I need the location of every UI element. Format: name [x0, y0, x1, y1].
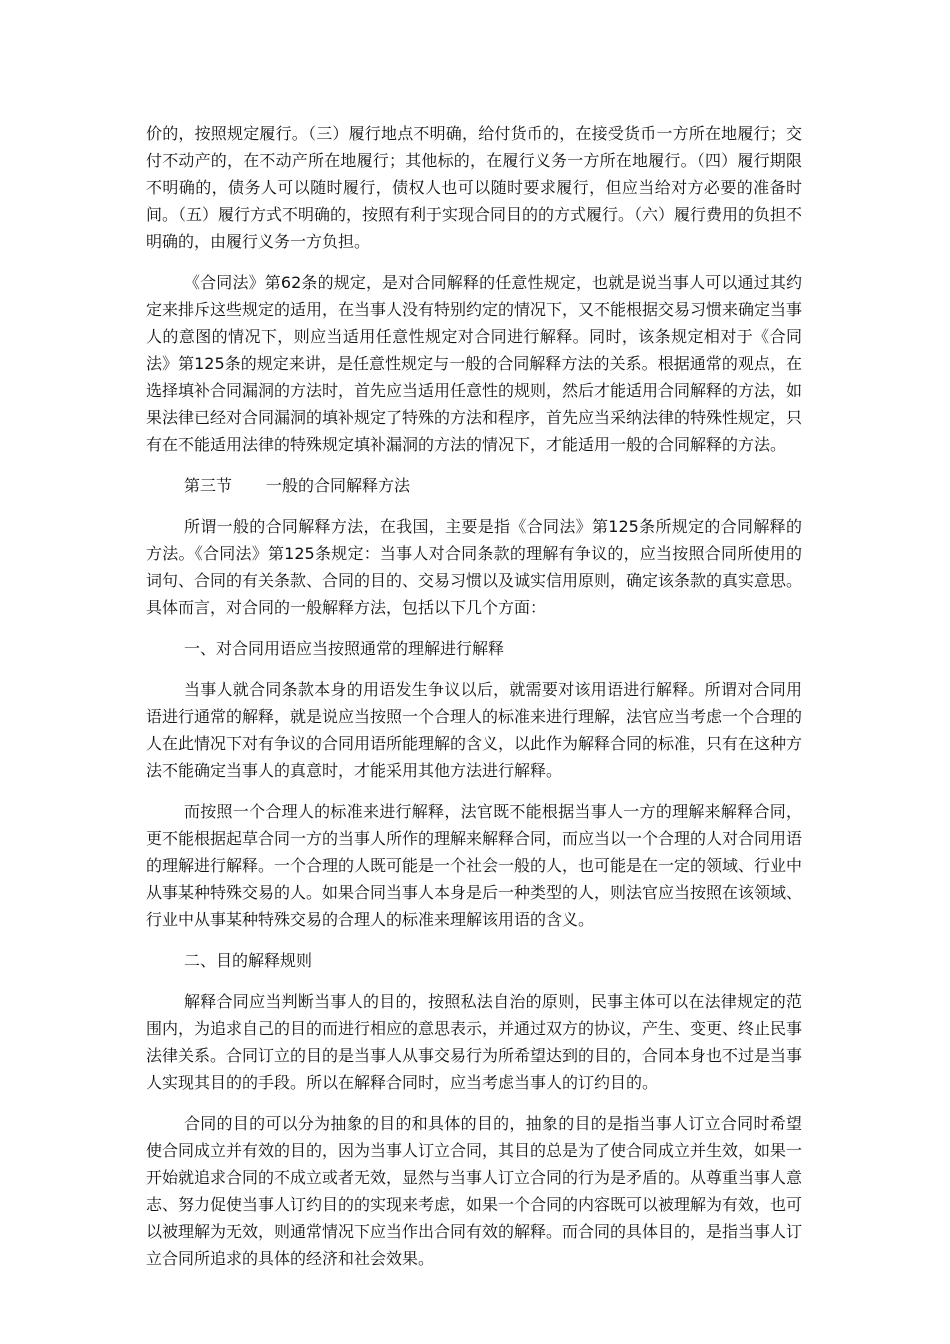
paragraph-article-62: 《合同法》第62条的规定，是对合同解释的任意性规定，也就是说当事人可以通过其约定来排斥这些规定的适用，在当事人没有特别约定的情况下，又不能根据交易习惯来确定当事人的意图的情况下，则应当适用任意性规定对合同进行解释。同时，该条规定相对于《合同法》第125条的规定来讲，是任意性规定与一般的合同解释方法的关系。根据通常的观点，在选择填补合同漏洞的方法时，首先应当适用任意性的规则，然后才能适用合同解释的方法，如果法律已经对合同漏洞的填补规定了特殊的方法和程序，首先应当采纳法律的特殊性规定，只有在不能适用法律的特殊规定填补漏洞的方法的情况下，才能适用一般的合同解释的方法。 — [146, 273, 803, 454]
paragraph-purpose: 解释合同应当判断当事人的目的，按照私法自治的原则，民事主体可以在法律规定的范围内，为追求自己的目的而进行相应的意思表示，并通过双方的协议，产生、变更、终止民事法律关系。合同订立的目的是当事人从事交易行为所希望达到的目的，合同本身也不过是当事人实现其目的的手段。所以在解释合同时，应当考虑当事人的订约目的。 — [146, 992, 803, 1092]
paragraph-performance-rules: 价的，按照规定履行。（三）履行地点不明确，给付货币的，在接受货币一方所在地履行；交付不动产的，在不动产所在地履行；其他标的，在履行义务一方所在地履行。（四）履行期限不明确的，债务人可以随时履行，债权人也可以随时要求履行，但应当给对方必要的准备时间。（五）履行方式不明确的，按照有利于实现合同目的的方式履行。（六）履行费用的负担不明确的，由履行义务一方负担。 — [146, 124, 803, 251]
document-page — [146, 120, 802, 1286]
subheading-ordinary-meaning: 一、对合同用语应当按照通常的理解进行解释 — [184, 639, 505, 658]
paragraph-general-methods: 所谓一般的合同解释方法，在我国，主要是指《合同法》第125条所规定的合同解释的方法。《合同法》第125条规定：当事人对合同条款的理解有争议的，应当按照合同所使用的词句、合同的有关条款、合同的目的、交易习惯以及诚实信用原则，确定该条款的真实意思。具体而言，对合同的一般解释方法，包括以下几个方面： — [146, 517, 803, 617]
section-number: 第三节 — [184, 476, 233, 495]
section-heading — [146, 472, 802, 499]
subheading-purpose-rule: 二、目的解释规则 — [184, 951, 313, 970]
paragraph-abstract-concrete-purpose: 合同的目的可以分为抽象的目的和具体的目的，抽象的目的是指当事人订立合同时希望使合同成立并有效的目的，因为当事人订立合同，其目的总是为了使合同成立并生效，如果一开始就追求合同的不成立或者无效，显然与当事人订立合同的行为是矛盾的。从尊重当事人意志、努力促使当事人订约目的的实现来考虑，如果一个合同的内容既可以被理解为有效，也可以被理解为无效，则通常情况下应当作出合同有效的解释。而合同的具体目的，是指当事人订立合同所追求的具体的经济和社会效果。 — [146, 1114, 803, 1268]
paragraph-reasonable-person: 当事人就合同条款本身的用语发生争议以后，就需要对该用语进行解释。所谓对合同用语进行通常的解释，就是说应当按照一个合理人的标准来进行理解，法官应当考虑一个合理的人在此情况下对有争议的合同用语所能理解的含义，以此作为解释合同的标准，只有在这种方法不能确定当事人的真意时，才能采用其他方法进行解释。 — [146, 680, 803, 780]
section-title: 一般的合同解释方法 — [266, 476, 411, 495]
paragraph-reasonable-standard: 而按照一个合理人的标准来进行解释，法官既不能根据当事人一方的理解来解释合同，更不能根据起草合同一方的当事人所作的理解来解释合同，而应当以一个合理的人对合同用语的理解进行解释。一个合理的人既可能是一个社会一般的人，也可能是在一定的领域、行业中从事某种特殊交易的人。如果合同当事人本身是后一种类型的人，则法官应当按照在该领域、行业中从事某种特殊交易的合理人的标准来理解该用语的含义。 — [146, 802, 803, 929]
